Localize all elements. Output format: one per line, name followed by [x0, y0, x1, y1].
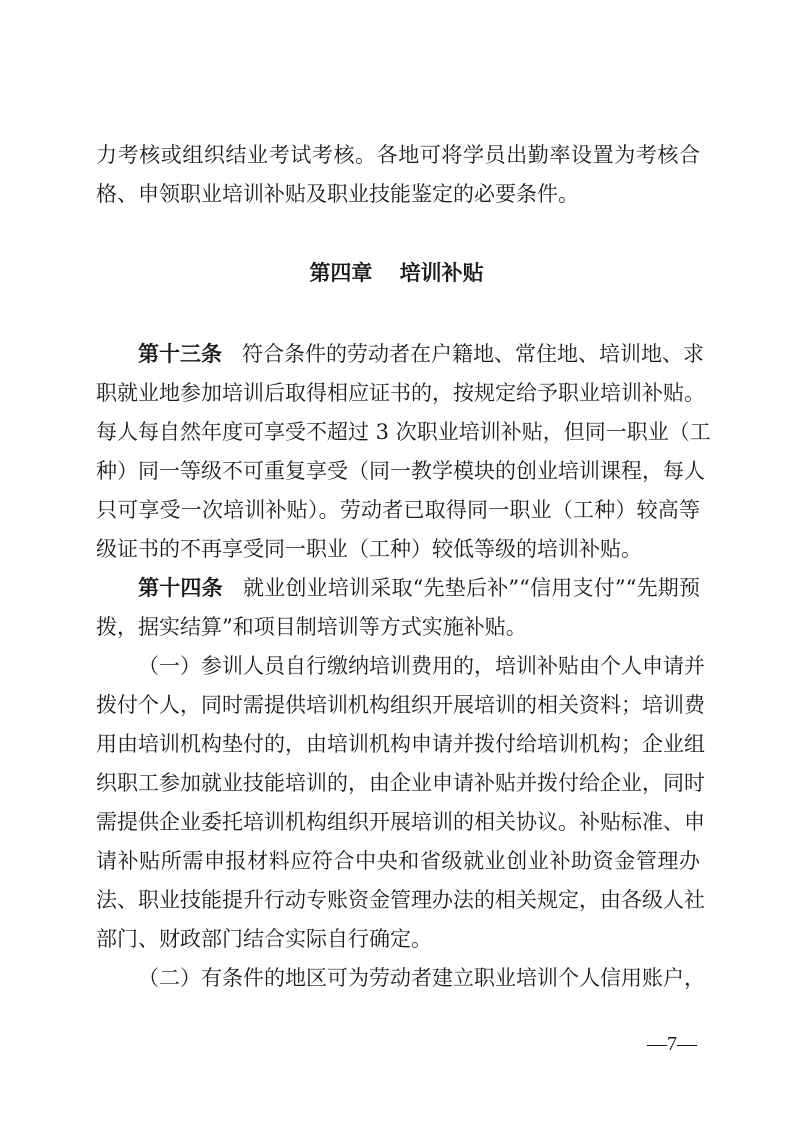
chapter-number: 第四章	[309, 261, 373, 285]
item-1-line-6: 请补贴所需申报材料应符合中央和省级就业创业补助资金管理办	[96, 849, 700, 873]
chapter-title: 培训补贴	[399, 261, 484, 285]
article-14-line-2: 拨，据实结算”和项目制培训等方式实施补贴。	[96, 615, 527, 639]
article-13-line-3: 每人每自然年度可享受不超过 3 次职业培训补贴，但同一职业（工	[96, 420, 711, 444]
item-2-line-1: （二）有条件的地区可为劳动者建立职业培训个人信用账户，	[138, 966, 705, 990]
item-1-line-2: 拨付个人，同时需提供培训机构组织开展培训的相关资料；培训费	[96, 693, 705, 717]
article-13-line-5: 只可享受一次培训补贴）。劳动者已取得同一职业（工种）较高等	[96, 498, 700, 522]
item-1-line-4: 织职工参加就业技能培训的，由企业申请补贴并拨付给企业，同时	[96, 771, 705, 795]
article-13-line-6: 级证书的不再享受同一职业（工种）较低等级的培训补贴。	[96, 537, 642, 561]
article-13-line-2: 职就业地参加培训后取得相应证书的，按规定给予职业培训补贴。	[96, 381, 705, 405]
item-1-line-3: 用由培训机构垫付的，由培训机构申请并拨付给培训机构；企业组	[96, 732, 705, 756]
continuation-line-2: 格、申领职业培训补贴及职业技能鉴定的必要条件。	[96, 182, 579, 206]
article-14-text-1: 就业创业培训采取“先垫后补”“信用支付”“先期预	[242, 576, 701, 600]
page-number: —7—	[647, 1033, 697, 1055]
article-13-text-1: 符合条件的劳动者在户籍地、常住地、培训地、求	[242, 342, 704, 366]
article-14-heading: 第十四条	[138, 576, 223, 600]
article-13-line-4: 种）同一等级不可重复享受（同一教学模块的创业培训课程，每人	[96, 459, 705, 483]
continuation-line-1: 力考核或组织结业考试考核。各地可将学员出勤率设置为考核合	[96, 143, 700, 167]
article-14-line-1	[138, 573, 700, 603]
item-1-line-1: （一）参训人员自行缴纳培训费用的，培训补贴由个人申请并	[138, 654, 705, 678]
article-13-line-1	[138, 339, 704, 369]
item-1-line-5: 需提供企业委托培训机构组织开展培训的相关协议。补贴标准、申	[96, 810, 705, 834]
item-1-line-7: 法、职业技能提升行动专账资金管理办法的相关规定，由各级人社	[96, 888, 705, 912]
chapter-heading	[0, 258, 793, 288]
article-13-heading: 第十三条	[138, 342, 222, 366]
item-1-line-8: 部门、财政部门结合实际自行确定。	[96, 927, 432, 951]
